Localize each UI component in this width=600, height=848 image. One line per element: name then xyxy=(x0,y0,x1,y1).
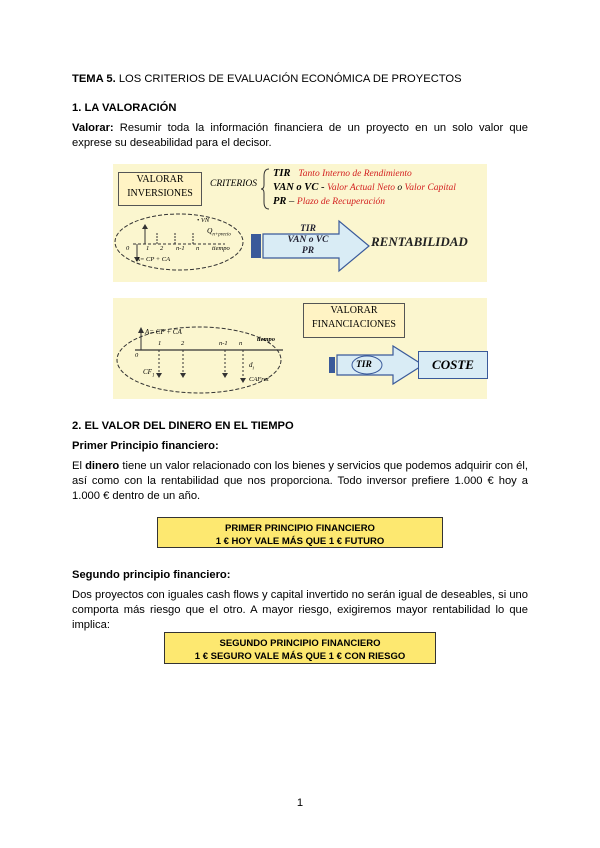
subheading-segundo-principio: Segundo principio financiero: xyxy=(72,569,231,581)
axis-vn: • VN xyxy=(197,217,210,224)
box1-line1: PRIMER PRINCIPIO FINANCIERO xyxy=(225,523,375,534)
valorar-text: Resumir toda la información financiera de un proyecto en un solo valor que exprese su deseabilidad para el decisor. xyxy=(72,122,528,149)
document-title xyxy=(72,72,532,87)
dinero-word: dinero xyxy=(85,460,120,472)
segundo-principio-box xyxy=(164,632,436,664)
criterios-list xyxy=(273,167,456,209)
axis-formula: A= CP + CA xyxy=(136,256,171,263)
valorar-financiaciones-box xyxy=(303,303,405,338)
cf-label: $CF_1$ xyxy=(143,368,155,379)
financing-arrow xyxy=(329,344,425,386)
figure-valorar-financiaciones: VALORAR FINANCIACIONES A= CP + CA 0 1 2 n-1 n tiempo $CF_1$ $d_i$ CAFrat TIR COSTE xyxy=(113,298,487,399)
subheading-primer-principio: Primer Principio financiero: xyxy=(72,440,219,452)
primer-principio-paragraph: El dinero tiene un valor relacionado con los bienes y servicios que podemos adquirir con él, así como con la rentabilidad que nos proporciona. Todo inversor prefiere 1.000 € hoy a 1.000 € dentro de un año. xyxy=(72,460,528,502)
title-topic-text: LOS CRITERIOS DE EVALUACIÓN ECONÓMICA DE PROYECTOS xyxy=(115,73,462,85)
box-label-line1: VALORAR xyxy=(330,305,378,316)
valorar-label: Valorar: xyxy=(72,122,114,134)
figure-valorar-inversiones: VALORAR INVERSIONES CRITERIOS TIR Tanto Interno de Rendimiento VAN o VC - Valor Actual Neto o Valor Capital PR – Plazo de Recuperación • VN $Q_{n+precio}$ 0 1 2 n-1 n tiempo A= CP + CA TIR VAN o VC PR RENTABILIDAD xyxy=(113,164,487,282)
d-label: $d_i$ xyxy=(249,361,254,372)
timeline-diagram xyxy=(113,210,248,278)
section-heading-valoracion: 1. LA VALORACIÓN xyxy=(72,102,177,114)
page-number: 1 xyxy=(296,797,304,809)
axis-q: $Q_{n+precio}$ xyxy=(207,226,231,238)
box-label-line2: FINANCIACIONES xyxy=(312,319,396,330)
title-topic-number: TEMA 5. xyxy=(72,73,116,85)
criterios-brace xyxy=(261,168,271,210)
criterio-van: VAN o VC - Valor Actual Neto o Valor Capital xyxy=(273,182,456,193)
box2-line2: 1 € SEGURO VALE MÁS QUE 1 € CON RIESGO xyxy=(194,651,406,662)
financing-formula: A= CP + CA xyxy=(145,328,182,336)
box2-line1: SEGUNDO PRINCIPIO FINANCIERO xyxy=(219,638,381,649)
box-label-line1: VALORAR xyxy=(136,174,184,185)
result-coste: COSTE xyxy=(418,351,488,379)
primer-principio-box xyxy=(157,517,443,548)
arrow-criteria-labels: TIR VAN o VC PR xyxy=(287,224,329,256)
valorar-inversiones-box xyxy=(118,172,202,206)
criterio-tir: TIR Tanto Interno de Rendimiento xyxy=(273,168,412,179)
box-label-line2: INVERSIONES xyxy=(127,188,193,199)
criterios-label: CRITERIOS xyxy=(210,179,257,189)
criterio-pr: PR – Plazo de Recuperación xyxy=(273,196,386,207)
cafras-label: CAFrat xyxy=(249,376,269,383)
section-heading-valor-dinero: 2. EL VALOR DEL DINERO EN EL TIEMPO xyxy=(72,420,294,432)
valorar-paragraph xyxy=(72,121,528,151)
financing-timeline xyxy=(113,320,303,398)
arrow-tir: TIR xyxy=(356,360,372,370)
box1-line2: 1 € HOY VALE MÁS QUE 1 € FUTURO xyxy=(215,536,385,547)
segundo-principio-paragraph: Dos proyectos con iguales cash flows y capital invertido no serán igual de deseables, si uno comporta más riesgo que el otro. A mayor riesgo, exigiremos mayor rentabilidad lo que implica: xyxy=(72,589,528,631)
result-rentabilidad: RENTABILIDAD xyxy=(371,234,468,249)
